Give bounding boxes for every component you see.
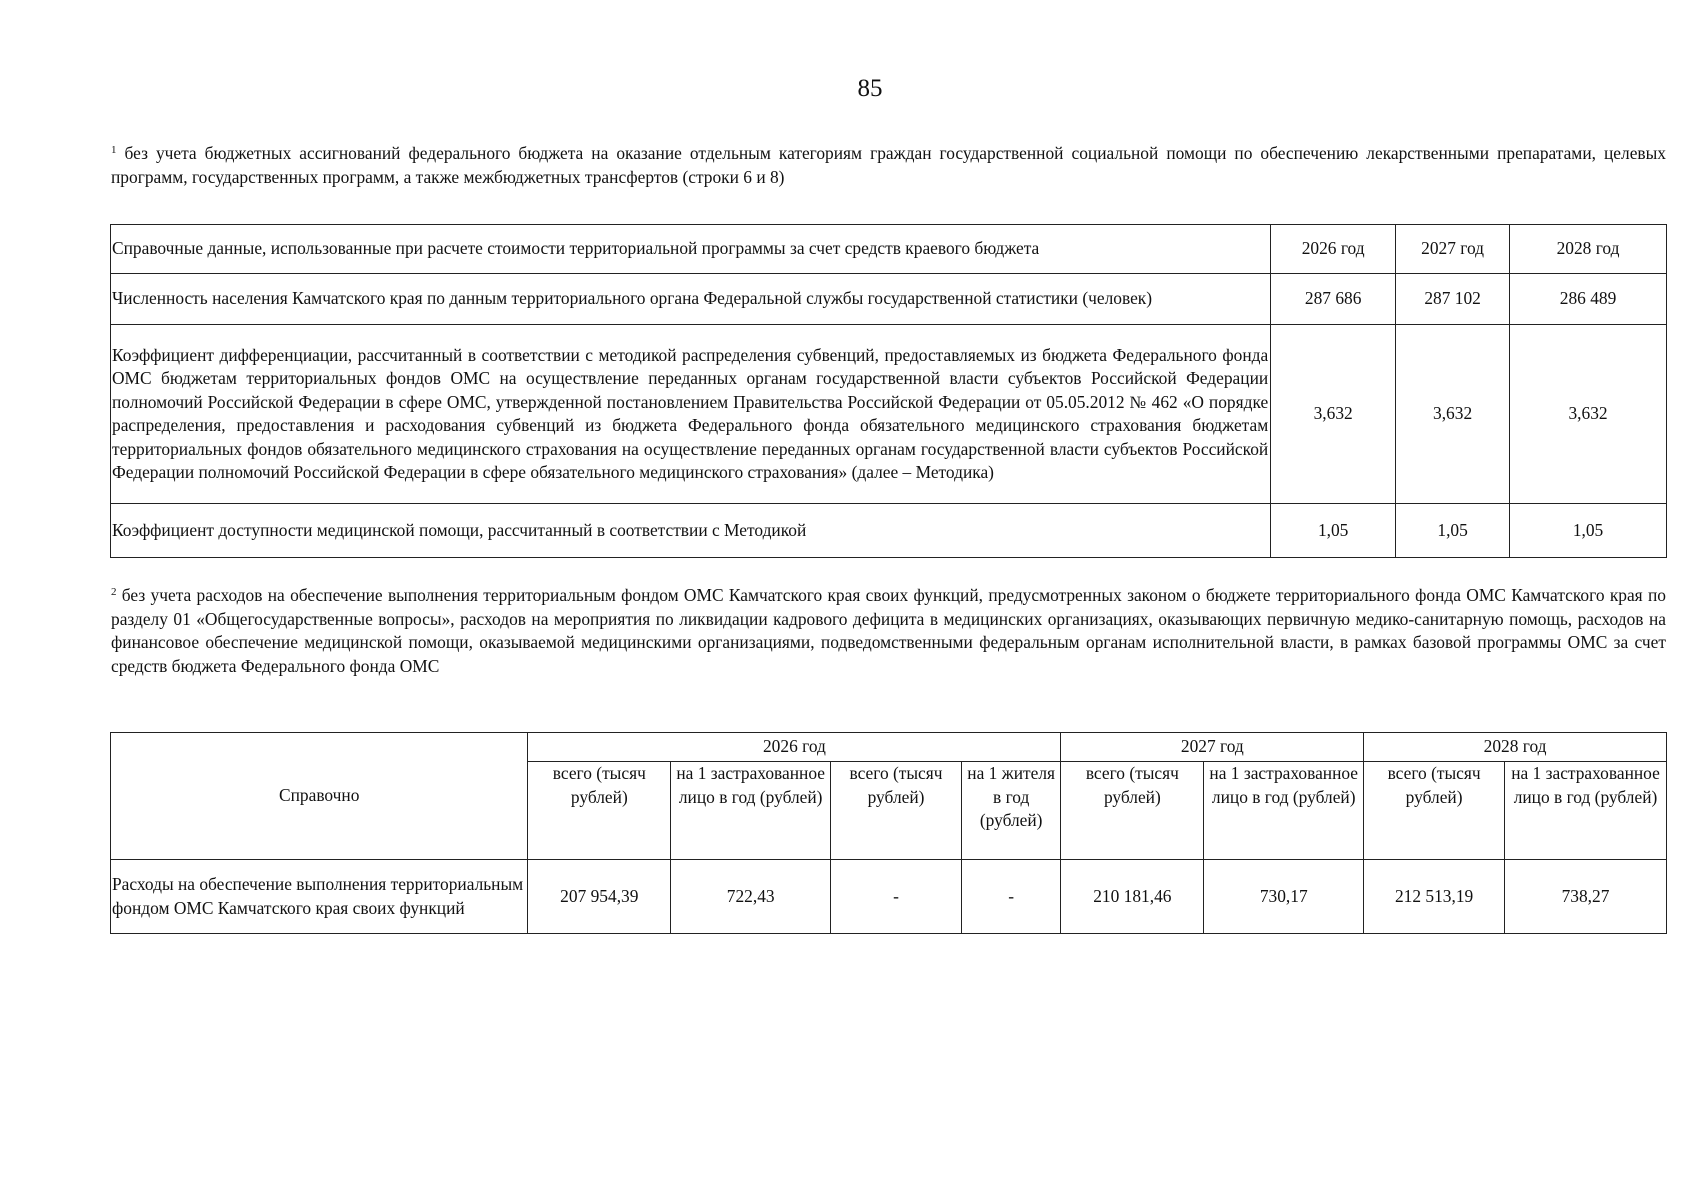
subheader-per-insured: на 1 застрахованное лицо в год (рублей) — [671, 762, 831, 860]
footnote-1 — [111, 142, 1666, 189]
reference-header-label: Справочные данные, использованные при расчете стоимости территориальной программы за счет средств краевого бюджета — [111, 225, 1271, 274]
subheader-total: всего (тысяч рублей) — [528, 762, 671, 860]
footnote-1-text: без учета бюджетных ассигнований федерального бюджета на оказание отдельным категориям граждан государственной социальной помощи по обеспечению лекарственными препаратами, целевых программ, государственных программ, а также межбюджетных трансфертов (строки 6 и 8) — [111, 143, 1666, 187]
footnote-2 — [111, 584, 1666, 678]
cell-value: 286 489 — [1510, 274, 1667, 325]
cell-value: - — [831, 860, 962, 934]
reference-table-header — [111, 225, 1667, 274]
expenses-header-year-2027: 2027 год — [1061, 733, 1364, 762]
cell-value: 1,05 — [1510, 504, 1667, 558]
table-row — [111, 860, 1667, 934]
subheader-total: всего (тысяч рублей) — [1061, 762, 1204, 860]
footnote-2-marker: 2 — [111, 586, 117, 598]
row-label-population: Численность населения Камчатского края по данным территориального органа Федеральной службы государственной статистики (человек) — [111, 274, 1271, 325]
subheader-total: всего (тысяч рублей) — [831, 762, 962, 860]
reference-header-year-2026: 2026 год — [1271, 225, 1396, 274]
cell-value: 1,05 — [1271, 504, 1396, 558]
row-label-accessibility-coefficient: Коэффициент доступности медицинской помощи, рассчитанный в соответствии с Методикой — [111, 504, 1271, 558]
reference-header-year-2027: 2027 год — [1396, 225, 1510, 274]
table-row — [111, 325, 1667, 504]
cell-value: 738,27 — [1505, 860, 1667, 934]
subheader-total: всего (тысяч рублей) — [1364, 762, 1505, 860]
subheader-per-insured: на 1 застрахованное лицо в год (рублей) — [1204, 762, 1364, 860]
expenses-year-header-row — [111, 733, 1667, 762]
subheader-per-resident: на 1 жителя в год (рублей) — [961, 762, 1061, 860]
subheader-per-insured: на 1 застрахованное лицо в год (рублей) — [1505, 762, 1667, 860]
cell-value: 3,632 — [1396, 325, 1510, 504]
expenses-table — [110, 732, 1667, 934]
table-row — [111, 274, 1667, 325]
footnote-2-text: без учета расходов на обеспечение выполнения территориальным фондом ОМС Камчатского края своих функций, предусмотренных законом о бюджете территориального фонда ОМС Камчатского края по разделу 01 «Общегосударственные вопросы», расходов на мероприятия по ликвидации кадрового дефицита в медицинских организациях, оказывающих первичную медико-санитарную помощь, расходов на финансовое обеспечение медицинской помощи, оказываемой медицинскими организациями, подведомственными федеральным органам исполнительной власти, в рамках базовой программы ОМС за счет средств бюджета Федерального фонда ОМС — [111, 585, 1666, 676]
expenses-corner-label: Справочно — [111, 733, 528, 860]
expenses-header-year-2026: 2026 год — [528, 733, 1061, 762]
cell-value: 207 954,39 — [528, 860, 671, 934]
reference-header-year-2028: 2028 год — [1510, 225, 1667, 274]
cell-value: 3,632 — [1271, 325, 1396, 504]
footnote-1-marker: 1 — [111, 144, 117, 156]
row-label-differentiation-coefficient: Коэффициент дифференциации, рассчитанный в соответствии с методикой распределения субвенций, предоставляемых из бюджета Федерального фонда ОМС бюджетам территориальных фондов ОМС на осуществление переданных органам государственной власти субъектов Российской Федерации полномочий Российской Федерации в сфере ОМС, утвержденной постановлением Правительства Российской Федерации от 05.05.2012 № 462 «О порядке распределения, предоставления и расходования субвенций из бюджета Федерального фонда обязательного медицинского страхования бюджетам территориальных фондов обязательного медицинского страхования на осуществление переданных органам государственной власти субъектов Российской Федерации полномочий Российской Федерации в сфере обязательного медицинского страхования» (далее – Методика) — [111, 325, 1271, 504]
cell-value: 3,632 — [1510, 325, 1667, 504]
expenses-header-year-2028: 2028 год — [1364, 733, 1667, 762]
cell-value: 1,05 — [1396, 504, 1510, 558]
cell-value: 730,17 — [1204, 860, 1364, 934]
page-number: 85 — [857, 75, 883, 102]
cell-value: 210 181,46 — [1061, 860, 1204, 934]
cell-value: 722,43 — [671, 860, 831, 934]
cell-value: 287 102 — [1396, 274, 1510, 325]
cell-value: - — [961, 860, 1061, 934]
reference-data-table — [110, 224, 1667, 558]
table-row — [111, 504, 1667, 558]
expenses-row-label: Расходы на обеспечение выполнения территориальным фондом ОМС Камчатского края своих функций — [111, 860, 528, 934]
cell-value: 287 686 — [1271, 274, 1396, 325]
cell-value: 212 513,19 — [1364, 860, 1505, 934]
